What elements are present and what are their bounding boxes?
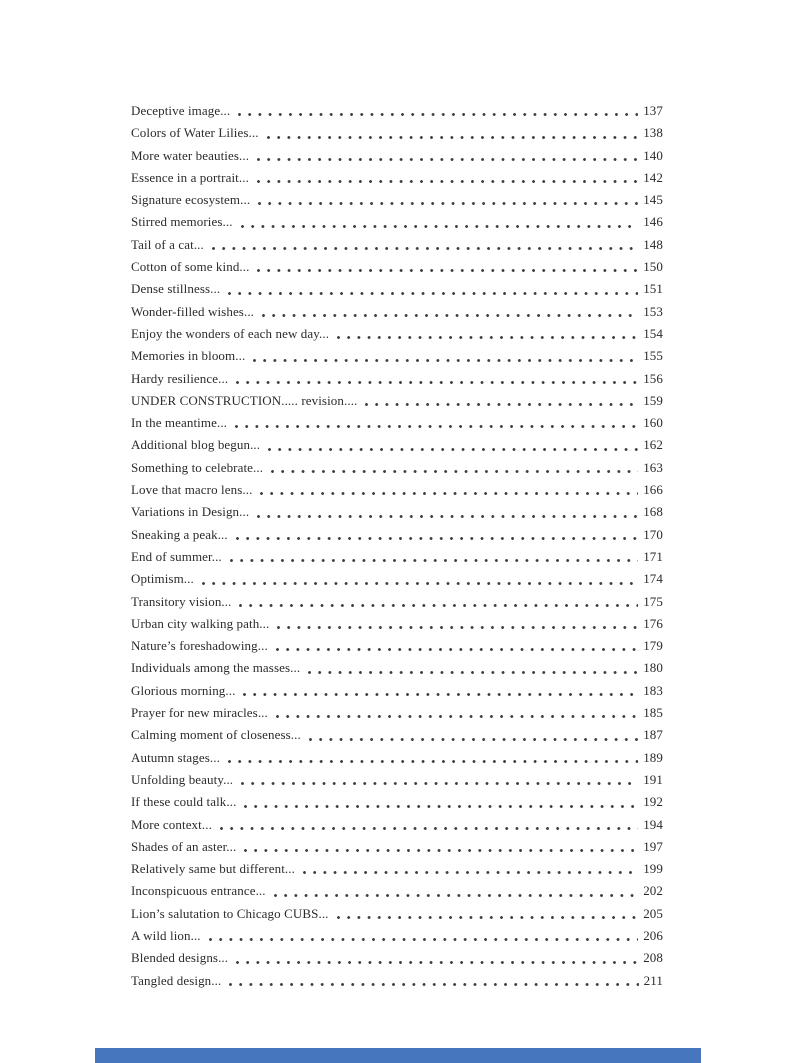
dot-leader: [235, 591, 640, 613]
toc-entry-title: Relatively same but different...: [131, 861, 295, 877]
toc-entry-page-number: 175: [643, 593, 663, 609]
toc-entry-page-number: 162: [643, 437, 663, 453]
toc-entry-page-number: 194: [643, 816, 663, 832]
toc-entry-page-number: 137: [643, 103, 663, 118]
toc-entry[interactable]: [131, 323, 663, 345]
toc-entry[interactable]: [131, 702, 663, 724]
toc-entry-page-number: 145: [643, 192, 663, 208]
toc-entry[interactable]: [131, 903, 663, 925]
dot-leader: [224, 747, 640, 769]
toc-entry-page-number: 151: [643, 281, 663, 297]
dot-leader: [237, 769, 640, 791]
toc-entry-page-number: 179: [643, 638, 663, 654]
table-of-contents: [131, 100, 663, 992]
toc-entry-title: Colors of Water Lilies...: [131, 125, 259, 141]
toc-entry-page-number: 170: [643, 526, 663, 542]
toc-entry-title: Memories in bloom...: [131, 348, 246, 364]
toc-entry-title: Lion’s salutation to Chicago CUBS...: [131, 905, 329, 921]
toc-entry[interactable]: [131, 724, 663, 746]
toc-entry-title: Deceptive image...: [131, 103, 231, 118]
dot-leader: [256, 479, 640, 501]
dot-leader: [232, 947, 640, 969]
dot-leader: [333, 903, 641, 925]
dot-leader: [216, 814, 640, 836]
toc-entry-title: Sneaking a peak...: [131, 526, 228, 542]
toc-entry-page-number: 142: [643, 169, 663, 185]
dot-leader: [264, 434, 640, 456]
toc-entry[interactable]: [131, 814, 663, 836]
toc-entry[interactable]: [131, 278, 663, 300]
dot-leader: [231, 412, 640, 434]
toc-entry-page-number: 155: [643, 348, 663, 364]
toc-entry-title: Prayer for new miracles...: [131, 705, 268, 721]
next-page-top-sliver: [95, 1048, 701, 1063]
toc-entry-page-number: 153: [643, 303, 663, 319]
toc-entry-page-number: 159: [643, 392, 663, 408]
dot-leader: [272, 702, 640, 724]
toc-entry-title: In the meantime...: [131, 415, 228, 431]
toc-entry[interactable]: [131, 145, 663, 167]
dot-leader: [270, 880, 641, 902]
toc-entry[interactable]: [131, 256, 663, 278]
toc-entry-title: Calming moment of closeness...: [131, 727, 301, 743]
toc-entry[interactable]: [131, 122, 663, 144]
toc-entry-title: Cotton of some kind...: [131, 259, 250, 275]
dot-leader: [305, 724, 640, 746]
toc-entry-title: Transitory vision...: [131, 593, 232, 609]
toc-entry[interactable]: [131, 345, 663, 367]
toc-entry-page-number: 171: [643, 548, 663, 564]
toc-entry-title: Hardy resilience...: [131, 370, 229, 386]
toc-entry-page-number: 154: [643, 325, 663, 341]
toc-entry-title: More context...: [131, 816, 212, 832]
toc-entry-title: Tangled design...: [131, 972, 222, 988]
toc-entry-page-number: 205: [643, 905, 663, 921]
dot-leader: [240, 791, 640, 813]
toc-entry-title: Dense stillness...: [131, 281, 221, 297]
toc-entry-page-number: 185: [643, 705, 663, 721]
dot-leader: [333, 323, 640, 345]
toc-entry-title: More water beauties...: [131, 147, 250, 163]
toc-entry[interactable]: [131, 791, 663, 813]
toc-entry-title: Shades of an aster...: [131, 838, 237, 854]
dot-leader: [234, 100, 640, 122]
toc-entry[interactable]: [131, 167, 663, 189]
toc-entry-page-number: 187: [643, 727, 663, 743]
toc-entry-title: Additional blog begun...: [131, 437, 261, 453]
toc-entry-title: Variations in Design...: [131, 504, 250, 520]
dot-leader: [254, 189, 640, 211]
toc-entry-page-number: 150: [643, 259, 663, 275]
dot-leader: [237, 211, 641, 233]
toc-entry[interactable]: [131, 390, 663, 412]
toc-entry[interactable]: [131, 591, 663, 613]
toc-entry-page-number: 208: [643, 950, 663, 966]
dot-leader: [232, 368, 640, 390]
toc-entry-page-number: 163: [643, 459, 663, 475]
toc-entry[interactable]: [131, 100, 663, 122]
dot-leader: [239, 680, 640, 702]
toc-entry-title: Inconspicuous entrance...: [131, 883, 266, 899]
toc-entry[interactable]: [131, 211, 663, 233]
dot-leader: [224, 278, 640, 300]
dot-leader: [253, 256, 640, 278]
dot-leader: [225, 970, 640, 992]
dot-leader: [249, 345, 640, 367]
toc-entry[interactable]: [131, 546, 663, 568]
toc-entry-page-number: 206: [643, 927, 663, 943]
toc-entry[interactable]: [131, 501, 663, 523]
toc-entry-title: Love that macro lens...: [131, 482, 253, 498]
dot-leader: [240, 836, 640, 858]
toc-entry-page-number: 176: [643, 615, 663, 631]
toc-entry-title: Individuals among the masses...: [131, 660, 301, 676]
dot-leader: [198, 568, 640, 590]
dot-leader: [232, 524, 640, 546]
dot-leader: [263, 122, 641, 144]
toc-entry-page-number: 180: [643, 660, 663, 676]
toc-entry-page-number: 140: [643, 147, 663, 163]
dot-leader: [253, 167, 640, 189]
toc-entry-title: Wonder-filled wishes...: [131, 303, 255, 319]
toc-entry-page-number: 189: [643, 749, 663, 765]
toc-entry-page-number: 202: [643, 883, 663, 899]
toc-entry[interactable]: [131, 434, 663, 456]
dot-leader: [226, 546, 640, 568]
toc-entry-title: End of summer...: [131, 548, 222, 564]
toc-entry-page-number: 166: [643, 482, 663, 498]
toc-entry[interactable]: [131, 769, 663, 791]
toc-entry[interactable]: [131, 925, 663, 947]
dot-leader: [267, 457, 640, 479]
dot-leader: [258, 301, 640, 323]
dot-leader: [272, 635, 640, 657]
toc-entry[interactable]: [131, 457, 663, 479]
dot-leader: [299, 858, 640, 880]
toc-entry[interactable]: [131, 657, 663, 679]
toc-entry[interactable]: [131, 301, 663, 323]
toc-entry-page-number: 191: [643, 771, 663, 787]
toc-entry[interactable]: [131, 189, 663, 211]
toc-entry-page-number: 211: [643, 972, 663, 988]
toc-entry-page-number: 199: [643, 861, 663, 877]
toc-entry[interactable]: [131, 880, 663, 902]
toc-entry[interactable]: [131, 412, 663, 434]
dot-leader: [253, 501, 640, 523]
toc-entry-title: Blended designs...: [131, 950, 229, 966]
toc-entry-page-number: 160: [643, 415, 663, 431]
toc-entry[interactable]: [131, 568, 663, 590]
toc-entry-title: A wild lion...: [131, 927, 201, 943]
toc-entry-title: Urban city walking path...: [131, 615, 270, 631]
toc-entry[interactable]: [131, 524, 663, 546]
toc-entry[interactable]: [131, 234, 663, 256]
toc-entry[interactable]: [131, 836, 663, 858]
toc-entry-title: Stirred memories...: [131, 214, 233, 230]
toc-entry-title: Something to celebrate...: [131, 459, 264, 475]
toc-entry-page-number: 148: [643, 236, 663, 252]
toc-entry[interactable]: [131, 947, 663, 969]
toc-entry[interactable]: [131, 613, 663, 635]
toc-entry-page-number: 138: [643, 125, 663, 141]
toc-entry-page-number: 156: [643, 370, 663, 386]
toc-entry-title: Essence in a portrait...: [131, 169, 249, 185]
toc-entry-title: Glorious morning...: [131, 682, 236, 698]
dot-leader: [253, 145, 640, 167]
toc-entry-title: Autumn stages...: [131, 749, 220, 765]
dot-leader: [208, 234, 640, 256]
toc-entry-page-number: 197: [643, 838, 663, 854]
toc-entry-title: Optimism...: [131, 571, 194, 587]
toc-entry[interactable]: [131, 635, 663, 657]
dot-leader: [304, 657, 640, 679]
toc-entry-title: Nature’s foreshadowing...: [131, 638, 268, 654]
dot-leader: [273, 613, 640, 635]
toc-entry-title: Unfolding beauty...: [131, 771, 234, 787]
toc-entry-page-number: 192: [643, 794, 663, 810]
dot-leader: [361, 390, 640, 412]
toc-entry[interactable]: [131, 858, 663, 880]
toc-entry-title: Tail of a cat...: [131, 236, 204, 252]
toc-entry-page-number: 168: [643, 504, 663, 520]
toc-entry[interactable]: [131, 368, 663, 390]
toc-entry-title: If these could talk...: [131, 794, 237, 810]
dot-leader: [205, 925, 641, 947]
toc-entry-page-number: 146: [643, 214, 663, 230]
toc-entry[interactable]: [131, 680, 663, 702]
toc-entry[interactable]: [131, 479, 663, 501]
toc-entry[interactable]: [131, 747, 663, 769]
toc-entry-title: UNDER CONSTRUCTION..... revision....: [131, 392, 358, 408]
toc-entry-page-number: 183: [643, 682, 663, 698]
toc-entry-title: Enjoy the wonders of each new day...: [131, 325, 330, 341]
toc-entry[interactable]: [131, 970, 663, 992]
toc-entry-page-number: 174: [643, 571, 663, 587]
toc-entry-title: Signature ecosystem...: [131, 192, 251, 208]
